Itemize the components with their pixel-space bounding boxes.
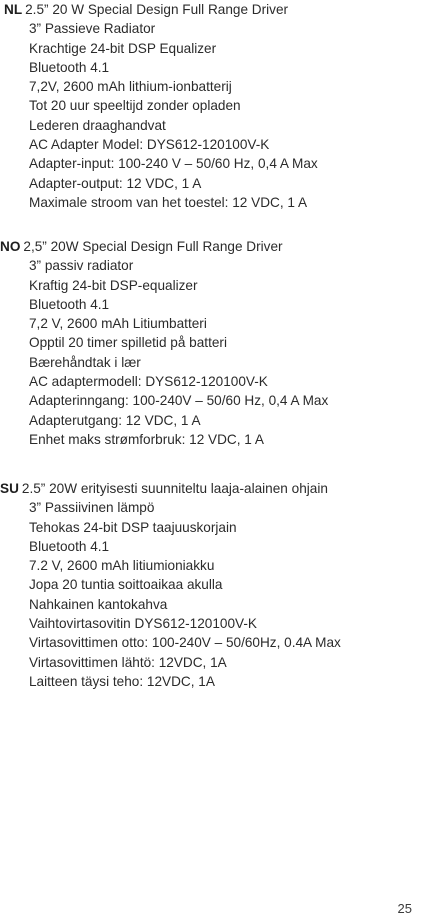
spec-item: Tehokas 24-bit DSP taajuuskorjain: [29, 519, 237, 535]
spec-item: 3” passiv radiator: [29, 258, 134, 274]
spec-item: Adapterinngang: 100-240V – 50/60 Hz, 0,4 A Max: [29, 393, 329, 409]
section-no: [0, 237, 425, 449]
spec-item: Opptil 20 timer spilletid på batteri: [29, 335, 227, 351]
spec-item: Bluetooth 4.1: [29, 296, 110, 312]
section-su: [0, 479, 425, 691]
spec-item: Nahkainen kantokahva: [29, 596, 168, 612]
spec-item: Bærehåndtak i lær: [29, 354, 141, 370]
spec-item: 7.2 V, 2600 mAh litiumioniakku: [29, 558, 215, 574]
spec-item: Virtasovittimen otto: 100-240V – 50/60Hz, 0.4A Max: [29, 635, 341, 651]
spec-item: Enhet maks strømforbruk: 12 VDC, 1 A: [29, 431, 264, 447]
spec-item: Lederen draaghandvat: [29, 117, 166, 133]
spec-item: Vaihtovirtasovitin DYS612-120100V-K: [29, 616, 257, 632]
section-nl: [0, 0, 425, 212]
page-number: 25: [397, 900, 412, 916]
spec-item: Jopa 20 tuntia soittoaikaa akulla: [29, 577, 223, 593]
spec-item: Adapter-input: 100-240 V – 50/60 Hz, 0,4 A Max: [29, 156, 318, 172]
spec-item: Bluetooth 4.1: [29, 538, 110, 554]
heading-text: 2.5” 20W erityisesti suunniteltu laaja-alainen ohjain: [21, 481, 328, 496]
spec-item: Tot 20 uur speeltijd zonder opladen: [29, 98, 241, 114]
spec-item: Maximale stroom van het toestel: 12 VDC, 1 A: [29, 194, 308, 210]
section-heading: [0, 0, 425, 19]
spec-item: Krachtige 24-bit DSP Equalizer: [29, 40, 217, 56]
spec-item: AC adaptermodell: DYS612-120100V-K: [29, 374, 268, 390]
language-code: NL: [4, 2, 23, 17]
spec-item: Adapter-output: 12 VDC, 1 A: [29, 175, 202, 191]
language-code: SU: [0, 481, 19, 496]
spec-item: Virtasovittimen lähtö: 12VDC, 1A: [29, 654, 227, 670]
spec-item: 7,2 V, 2600 mAh Litiumbatteri: [29, 316, 207, 332]
heading-text: 2.5” 20 W Special Design Full Range Driver: [25, 2, 289, 17]
language-code: NO: [0, 239, 21, 254]
spec-item: 3” Passiivinen lämpö: [29, 500, 155, 516]
spec-item: Laitteen täysi teho: 12VDC, 1A: [29, 673, 215, 689]
section-heading: [0, 237, 425, 256]
spec-item: 3” Passieve Radiator: [29, 21, 156, 37]
section-heading: [0, 479, 425, 498]
spec-item: Kraftig 24-bit DSP-equalizer: [29, 277, 198, 293]
spec-item: AC Adapter Model: DYS612-120100V-K: [29, 137, 270, 153]
spec-item: 7,2V, 2600 mAh lithium-ionbatterij: [29, 79, 232, 95]
heading-text: 2,5” 20W Special Design Full Range Driver: [23, 239, 283, 254]
spec-item: Bluetooth 4.1: [29, 59, 110, 75]
spec-item: Adapterutgang: 12 VDC, 1 A: [29, 412, 201, 428]
